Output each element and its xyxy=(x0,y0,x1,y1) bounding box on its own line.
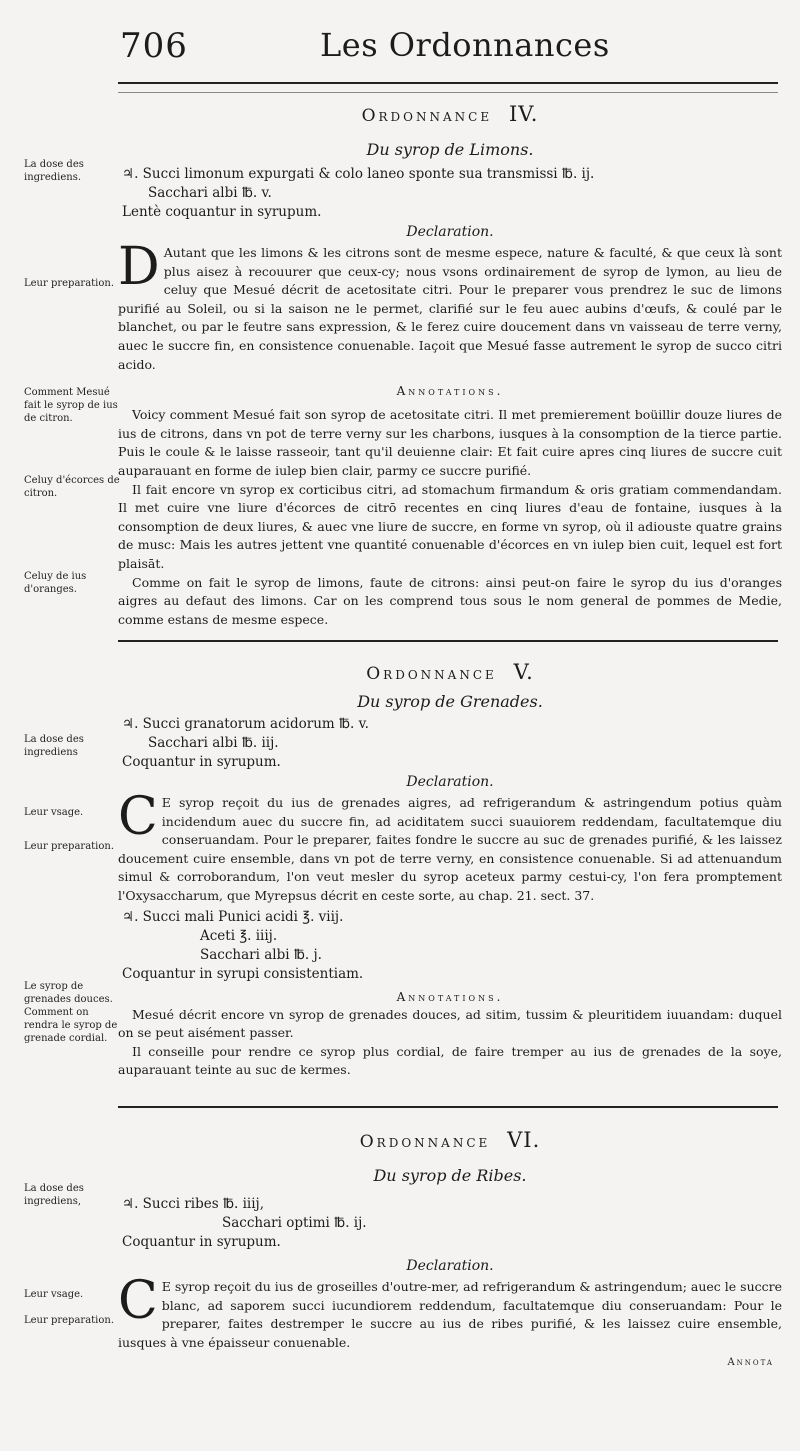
section-number: IV. xyxy=(508,102,539,126)
recipe xyxy=(118,1195,782,1252)
declaration-paragraph xyxy=(118,237,782,374)
section-title xyxy=(118,1128,782,1152)
section-vi xyxy=(118,1128,782,1352)
section-number: V. xyxy=(513,660,534,684)
declaration-text: E syrop reçoit du ius de grenades aigres, ad refrigerandum & astringendum potius quàm incidendum auec du succre fin, ad aciditatem succi suauiorem reddendam, facultatemque diu conseruandam. Pour le preparer, faites fondre le succre au suc de grenades purifié, & les laissez doucement cuire ensemble, dans vn pot de terre verny, en consistence conuenable. Si ad attenuandum simul & corroborandum, l'on veut mesler du syrop aceteux parmy cestui-cy, l'on fera promptement l'Oxysaccharum, que Myrepsus décrit en ceste sorte, au chap. 21. sect. 37. xyxy=(118,795,782,903)
recipe-line: ♃. Succi mali Punici acidi ℥. viij. xyxy=(122,908,344,925)
declaration-heading: Declaration. xyxy=(406,224,494,240)
recipe-line: ♃. Succi granatorum acidorum ℔. v. xyxy=(122,716,369,732)
declaration-text: Autant que les limons & les citrons sont de mesme espece, nature & faculté, & que ceux là sont plus aisez à recouurer que ceux-cy; nous vsons ordinairement de syrop de lymon, au lieu de celuy que Mesué décrit de acetositate citri. Pour le preparer vous prendrez le suc de limons purifié au Soleil, ou si la saison ne le permet, clarifié sur le feu auec aubins d'œufs, & coulé par le blanchet, ou par le feutre sans expression, & le ferez cuire doucement dans vn vaisseau de terre verny, auec le succre fin, en consistence conuenable. Iaçoit que Mesué fasse autrement le syrop de succo citri acido. xyxy=(118,245,782,372)
catchword: Annota xyxy=(727,1357,774,1368)
annotation-paragraph: Mesué décrit encore vn syrop de grenades douces, ad sitim, tussim & pleuritidem iuuandam: duquel on se peut aisément passer. xyxy=(118,1006,782,1041)
annotation-paragraph: Il conseille pour rendre ce syrop plus cordial, de faire tremper au ius de grenades de la soye, auparauant teinte au suc de kermes. xyxy=(118,1043,782,1078)
margin-note-preparation-3: Leur preparation. xyxy=(24,1315,115,1326)
drop-cap: D xyxy=(118,237,160,297)
recipe-line: Sacchari albi ℔. v. xyxy=(148,185,272,201)
section-subtitle: Du syrop de Ribes. xyxy=(373,1166,527,1185)
header-rule xyxy=(118,82,778,84)
section-number: VI. xyxy=(507,1128,541,1152)
recipe-line: Sacchari albi ℔. iij. xyxy=(148,735,279,751)
recipe-line: Coquantur in syrupi consistentiam. xyxy=(122,965,364,982)
recipe xyxy=(118,715,782,772)
section-subtitle: Du syrop de Limons. xyxy=(366,140,534,159)
section-title-word: Ordonnance xyxy=(361,106,493,126)
recipe-oxysaccharum xyxy=(118,908,782,984)
annotation-paragraph: Voicy comment Mesué fait son syrop de acetositate citri. Il met premierement boüillir douze liures de ius de citrons, dans vn pot de terre verny sur les charbons, iusques à la consomption de la tierce partie. Puis le coule & le laisse rasseoir, tant qu'il deuienne clair: Et fait cuire apres cinq liures de succre cuit auparauant en forme de iulep bien clair, parmy ce succre purifié. xyxy=(118,407,782,478)
margin-note-preparation-2: Leur preparation. xyxy=(24,841,115,852)
section-title-word: Ordonnance xyxy=(359,1132,491,1152)
margin-note-grenades-douces: Le syrop de grenades douces. Comment on rendra le syrop de grenade cordial. xyxy=(24,981,118,1044)
section-title xyxy=(118,660,782,684)
header-rule-thin xyxy=(118,92,778,93)
annotation-paragraph: Il fait encore vn syrop ex corticibus citri, ad stomachum firmandum & oris gratiam commendandam. Il met cuire vne liure d'écorces de citrō recentes en cinq liures d'eau de fontaine, iusques à la consomption de deux liures, & auec vne liure de succre, en forme vn syrop, où il adiouste quatre grains de musc: Mais les autres jettent vne quantité conuenable d'écorces en vn iulep bien cuit, lequel est fort plaisāt. xyxy=(118,481,782,571)
margin-note-dose-1: La dose des ingrediens. xyxy=(24,159,84,183)
section-title-word: Ordonnance xyxy=(366,664,497,684)
recipe-line: Sacchari optimi ℔. ij. xyxy=(222,1215,367,1231)
recipe-line: Coquantur in syrupum. xyxy=(122,1234,281,1250)
declaration-heading: Declaration. xyxy=(406,774,494,790)
section-v xyxy=(118,660,782,1080)
margin-note-usage-3: Leur vsage. xyxy=(24,1289,84,1300)
running-title: Les Ordonnances xyxy=(320,26,610,64)
section-rule xyxy=(118,640,778,642)
margin-note-dose-3: La dose des ingrediens, xyxy=(24,1183,84,1207)
page-number: 706 xyxy=(120,26,188,66)
margin-note-mesue: Comment Mesué fait le syrop de ius de citron. xyxy=(24,387,118,424)
margin-note-usage-2: Leur vsage. xyxy=(24,807,84,818)
annotation-paragraph: Comme on fait le syrop de limons, faute de citrons: ainsi peut-on faire le syrop du ius d'oranges aigres au defaut des limons. Car on les comprend tous sous le nom general de pommes de Medie, comme estans de mesme espece. xyxy=(118,574,782,627)
recipe-line: ♃. Succi limonum expurgati & colo laneo sponte sua transmissi ℔. ij. xyxy=(122,166,595,182)
drop-cap: C xyxy=(118,787,158,847)
declaration-heading: Declaration. xyxy=(406,1258,494,1274)
recipe-line: Coquantur in syrupum. xyxy=(122,754,281,770)
section-iv xyxy=(118,102,782,629)
section-subtitle: Du syrop de Grenades. xyxy=(357,692,543,711)
margin-note-oranges: Celuy de ius d'oranges. xyxy=(24,571,87,595)
recipe-line: Sacchari albi ℔. j. xyxy=(200,946,322,963)
margin-note-preparation-1: Leur preparation. xyxy=(24,278,115,289)
section-title xyxy=(118,102,782,126)
declaration-paragraph xyxy=(118,1271,782,1352)
margin-note-ecorces: Celuy d'écorces de citron. xyxy=(24,475,120,499)
annotations-heading: Annotations. xyxy=(396,384,504,399)
recipe xyxy=(118,165,782,222)
declaration-text: E syrop reçoit du ius de groseilles d'outre-mer, ad refrigerandum & astringendum; auec le succre blanc, ad saporem succi iucundiorem reddendum, facultatemque diu conseruandam: Pour le preparer, faites destremper le succre au ius de ribes purifié, & les laissez cuire ensemble, iusques à vne épaisseur conuenable. xyxy=(118,1279,782,1350)
recipe-line: ♃. Succi ribes ℔. iiij, xyxy=(122,1196,265,1212)
annotations-heading: Annotations. xyxy=(396,989,504,1004)
section-rule xyxy=(118,1106,778,1108)
drop-cap: C xyxy=(118,1271,158,1331)
recipe-line: Lentè coquantur in syrupum. xyxy=(122,204,322,220)
margin-note-dose-2: La dose des ingrediens xyxy=(24,734,84,758)
recipe-line: Aceti ℥. iiij. xyxy=(200,927,278,944)
declaration-paragraph xyxy=(118,787,782,906)
